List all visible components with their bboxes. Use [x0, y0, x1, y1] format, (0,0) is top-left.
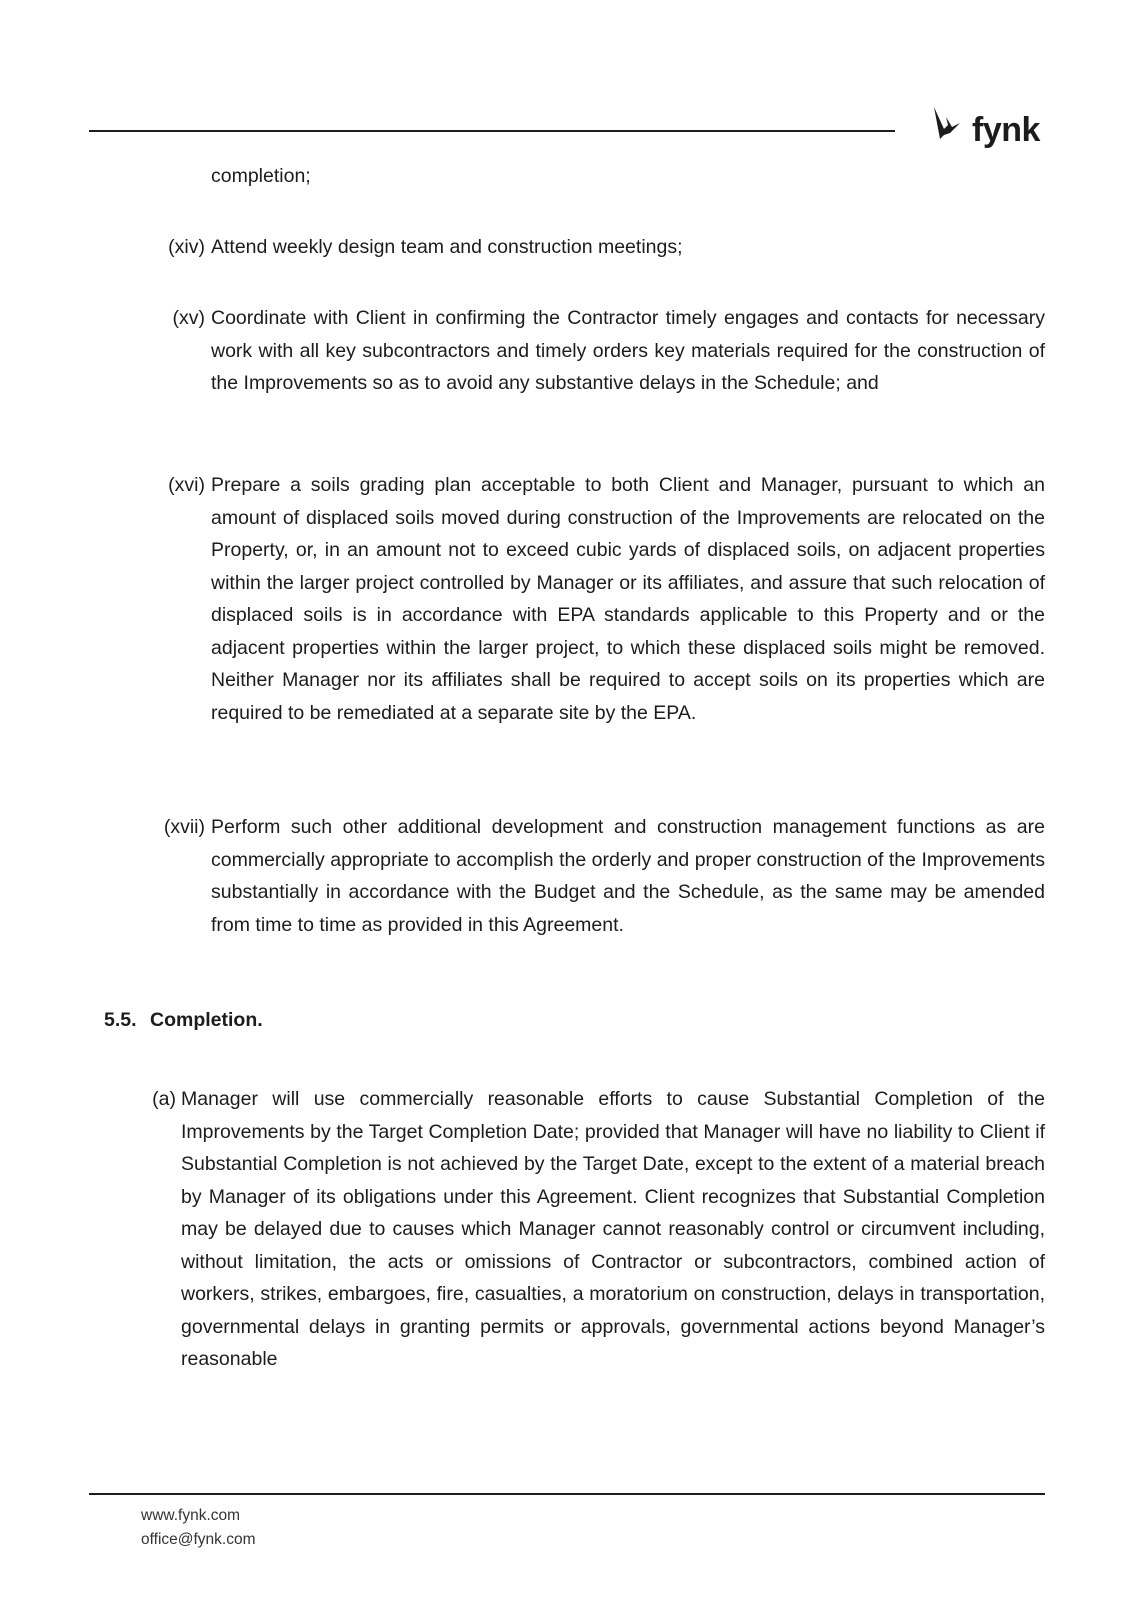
- footer-rule: [89, 1493, 1045, 1495]
- paragraph-text: Manager will use commercially reasonable efforts to cause Substantial Completion of the Improvements by the Target Completion Date; provided that Manager will have no liability to Client if Substantial Completion is not achieved by the Target Date, except to the extent of a material breach by Manager of its obligations under this Agreement. Client recognizes that Substantial Completion may be delayed due to causes which Manager cannot reasonably control or circumvent including, without limitation, the acts or omissions of Contractor or subcontractors, combined action of workers, strikes, embargoes, fire, casualties, a moratorium on construction, delays in transportation, governmental delays in granting permits or approvals, governmental actions beyond Manager’s reasonable: [181, 1088, 1045, 1370]
- clause-number: (xv): [172, 307, 205, 329]
- logo-text: fynk: [972, 111, 1040, 149]
- clause-text: Perform such other additional development and construction management functions as are commercially appropriate to accomplish the orderly and proper construction of the Improvements substantially in accordance with the Budget and the Schedule, as the same may be amended from time to time as provided in this Agreement.: [211, 816, 1045, 936]
- clause-text: Attend weekly design team and construction meetings;: [211, 236, 683, 258]
- clause-number: (xvii): [163, 816, 205, 838]
- bird-logo-icon: [920, 105, 964, 159]
- section-heading: [104, 1004, 263, 1037]
- paragraph-number: (a): [152, 1088, 176, 1110]
- section-title: Completion.: [150, 1009, 263, 1031]
- footer-website[interactable]: www.fynk.com: [141, 1507, 241, 1524]
- clause-number: (xvi): [168, 474, 205, 496]
- fynk-logo: [920, 104, 1040, 160]
- footer: [141, 1504, 256, 1552]
- header-rule: [89, 130, 895, 132]
- clause-number: (xiv): [168, 236, 205, 258]
- continuation-text: completion;: [211, 165, 311, 187]
- footer-email[interactable]: office@fynk.com: [141, 1531, 256, 1548]
- clause-text: Coordinate with Client in confirming the Contractor timely engages and contacts for necessary work with all key subcontractors and timely orders key materials required for the construction of the Improvements so as to avoid any substantive delays in the Schedule; and: [211, 307, 1045, 394]
- clause-text: Prepare a soils grading plan acceptable to both Client and Manager, pursuant to which an amount of displaced soils moved during construction of the Improvements are relocated on the Property, or, in an amount not to exceed cubic yards of displaced soils, on adjacent properties within the larger project controlled by Manager or its affiliates, and assure that such relocation of displaced soils is in accordance with EPA standards applicable to this Property and or the adjacent properties within the larger project, to which these displaced soils might be removed. Neither Manager nor its affiliates shall be required to accept soils on its properties which are required to be remediated at a separate site by the EPA.: [211, 474, 1045, 724]
- section-number: 5.5.: [104, 1009, 137, 1031]
